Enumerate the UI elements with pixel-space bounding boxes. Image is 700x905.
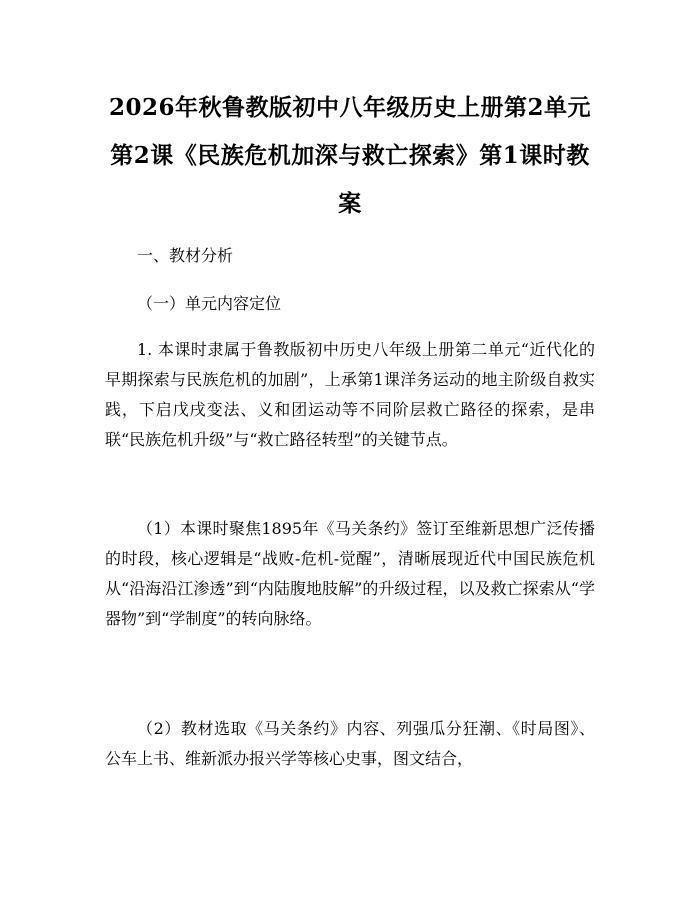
subsection-heading: （一）单元内容定位 [137,294,282,313]
section-heading: 一、教材分析 [137,246,234,265]
paragraph-3: （2）教材选取《马关条约》内容、列强瓜分狂潮、《时局图》、公车上书、维新派办报兴学等核心史事，图文结合， [105,719,595,768]
paragraph-1: 1. 本课时隶属于鲁教版初中历史八年级上册第二单元“近代化的早期探索与民族危机的加剧”，上承第1课洋务运动的地主阶级自救实践，下启戊戌变法、义和团运动等不同阶层救亡路径的探索，是串联“民族危机升级”与“救亡路径转型”的关键节点。 [105,340,595,449]
paragraph-2: （1）本课时聚焦1895年《马关条约》签订至维新思想广泛传播的时段，核心逻辑是“战败-危机-觉醒”，清晰展现近代中国民族危机从“沿海沿江渗透”到“内陆腹地肢解”的升级过程，以及救亡探索从“学器物”到“学制度”的转向脉络。 [105,519,595,628]
document-title: 2026年秋鲁教版初中八年级历史上册第2单元第2课《民族危机加深与救亡探索》第1课时教案 [108,94,592,217]
